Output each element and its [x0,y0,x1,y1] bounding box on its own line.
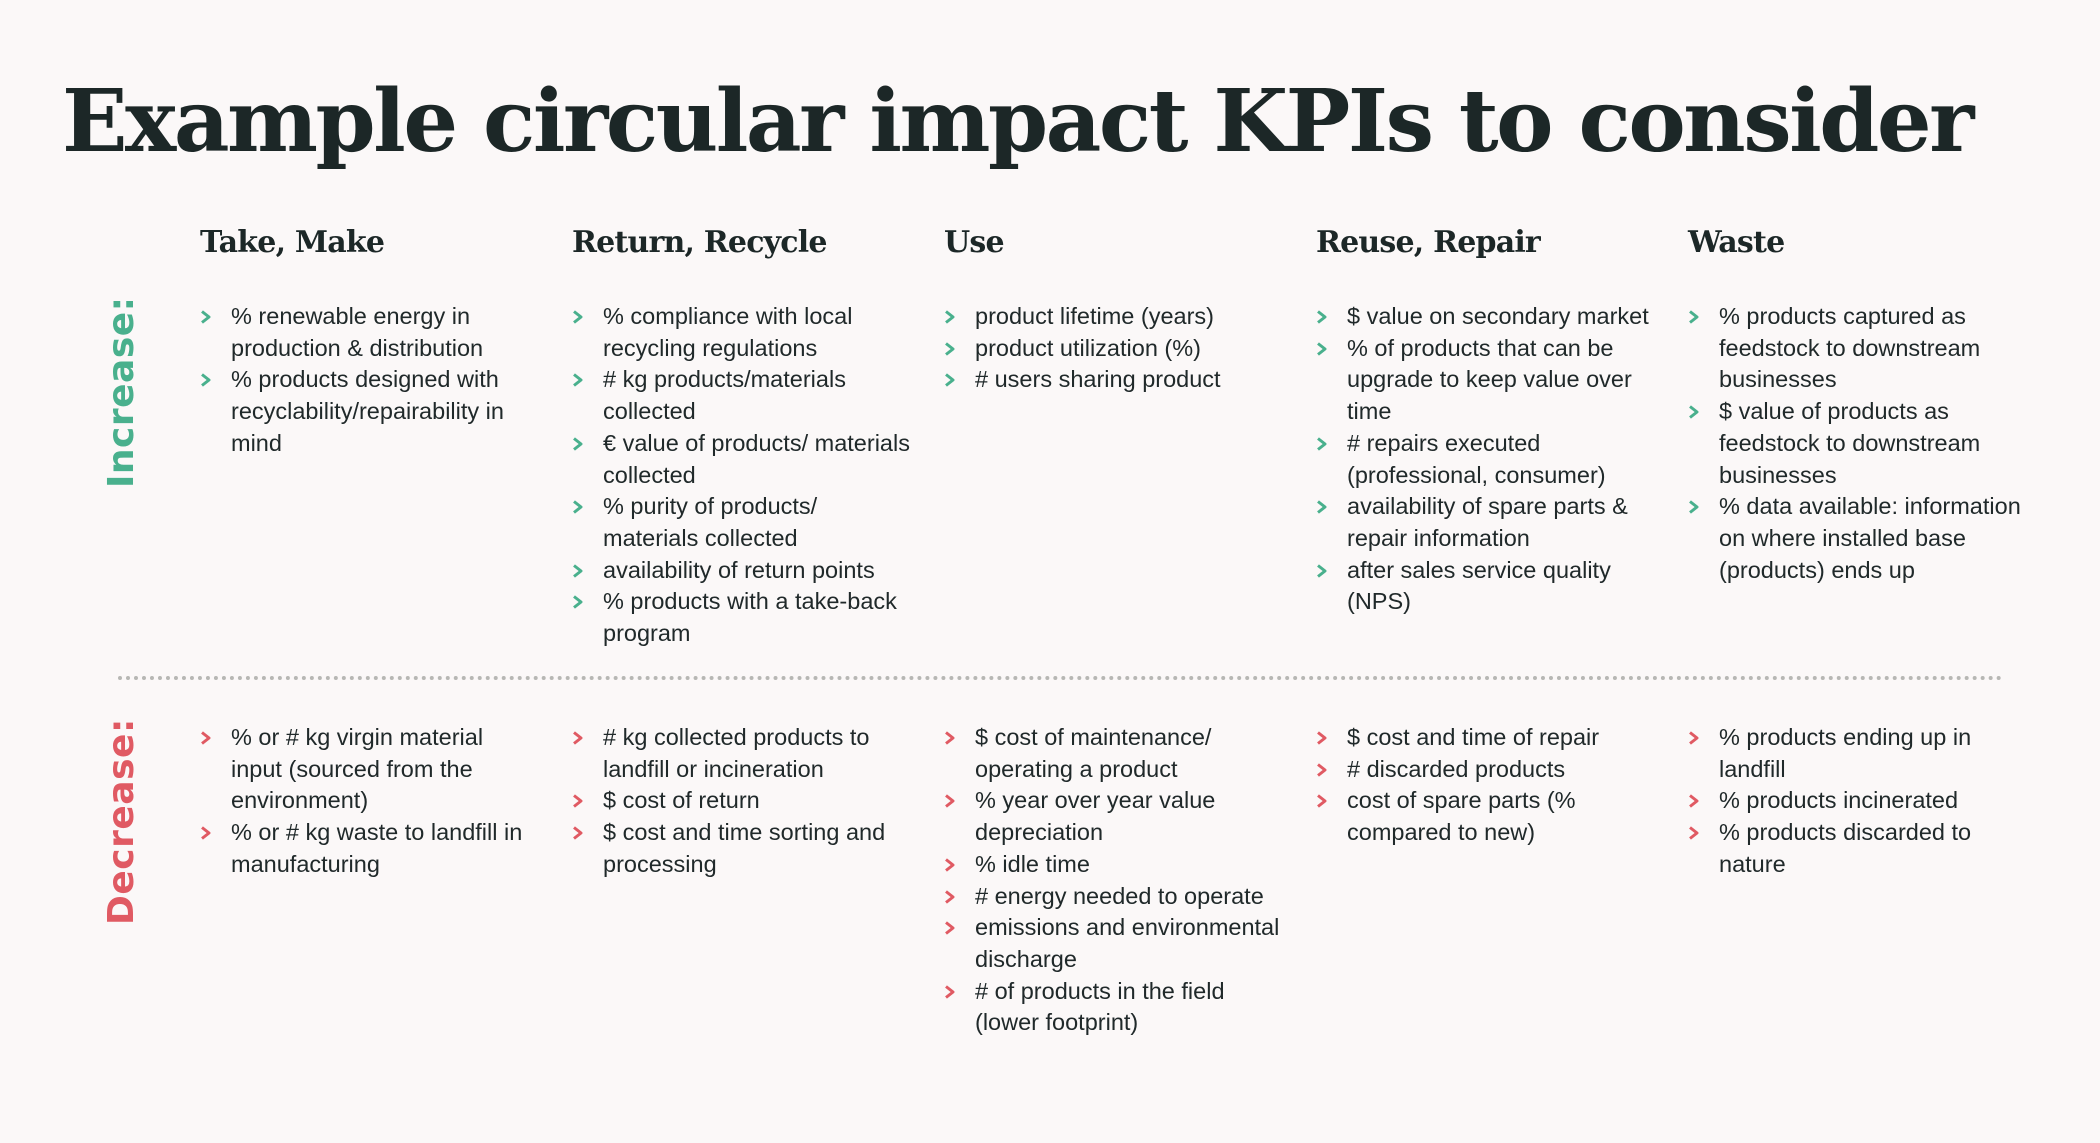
increase-kpi-list [1316,301,1656,618]
decrease-kpi-list [1316,722,1656,849]
slide-title: Example circular impact KPIs to consider [62,71,1972,172]
chevron-right-icon [200,731,212,745]
chevron-right-icon [572,794,584,808]
chevron-right-icon [1688,794,1700,808]
kpi-text: € value of products/ materials collected [603,429,910,488]
kpi-text: % products ending up in landfill [1719,724,1972,782]
chevron-right-icon [572,437,584,451]
decrease-list-take-make [200,722,540,881]
chevron-right-icon [572,826,584,840]
chevron-right-icon [1688,310,1700,324]
kpi-text: product lifetime (years) [975,303,1214,329]
chevron-right-icon [944,373,956,387]
increase-list-waste [1688,301,2028,586]
decrease-row-label: Decrease: [101,718,142,925]
increase-list-use [944,301,1284,396]
kpi-text: % idle time [975,850,1090,877]
chevron-right-icon [572,731,584,745]
kpi-text: % products designed with recyclability/repairability in mind [231,366,504,456]
kpi-text: # repairs executed (professional, consumer) [1347,429,1606,488]
kpi-text: $ cost of maintenance/ operating a product [975,724,1212,782]
kpi-text: $ cost and time sorting and processing [603,819,886,877]
increase-list-reuse-repair [1316,301,1656,618]
increase-kpi-item [572,555,912,587]
increase-kpi-item [1316,555,1656,618]
kpi-text: % purity of products/ materials collected [603,493,818,551]
kpi-text: % of products that can be upgrade to keep value over time [1347,334,1632,425]
increase-kpi-item [944,301,1284,333]
increase-kpi-item [1316,301,1656,333]
chevron-right-icon [1316,794,1328,808]
decrease-list-return-recycle [572,722,912,881]
column-header-waste: Waste [1688,225,1785,260]
chevron-right-icon [572,310,584,324]
chevron-right-icon [1688,826,1700,840]
increase-kpi-list [944,301,1284,396]
column-header-use: Use [944,225,1004,260]
kpi-text: # kg products/materials collected [603,366,846,425]
increase-list-take-make [200,301,540,460]
kpi-text: $ value of products as feedstock to downstream businesses [1719,398,1981,488]
decrease-kpi-list [572,722,912,881]
chevron-right-icon [572,595,584,609]
increase-kpi-list [200,301,540,460]
kpi-text: emissions and environmental discharge [975,914,1280,972]
chevron-right-icon [572,500,584,514]
increase-kpi-item [572,428,912,491]
decrease-kpi-list [1688,722,2028,881]
increase-list-return-recycle [572,301,912,650]
decrease-list-waste [1688,722,2028,881]
chevron-right-icon [944,985,956,999]
kpi-text: availability of spare parts & repair information [1347,493,1628,551]
kpi-text: % or # kg waste to landfill in manufacturing [231,819,523,877]
decrease-kpi-item [1316,722,1656,754]
increase-kpi-item [1316,333,1656,428]
kpi-text: % products discarded to nature [1719,819,1972,877]
decrease-kpi-item [572,722,912,785]
kpi-text: % or # kg virgin material input (sourced from the environment) [231,724,484,814]
chevron-right-icon [1688,500,1700,514]
decrease-list-reuse-repair [1316,722,1656,849]
increase-kpi-item [572,301,912,364]
chevron-right-icon [1316,342,1328,356]
kpi-text: cost of spare parts (% compared to new) [1347,787,1576,846]
kpi-text: # discarded products [1347,755,1566,782]
decrease-kpi-item [200,722,540,817]
kpi-text: % year over year value depreciation [975,787,1216,846]
chevron-right-icon [944,731,956,745]
kpi-text: % renewable energy in production & distribution [231,303,484,361]
decrease-kpi-item [944,722,1284,785]
chevron-right-icon [944,858,956,872]
increase-kpi-item [1688,491,2028,586]
decrease-kpi-item [1688,817,2028,880]
kpi-text: # users sharing product [975,366,1221,393]
chevron-right-icon [1316,731,1328,745]
column-header-reuse-repair: Reuse, Repair [1316,225,1540,260]
kpi-text: % products with a take-back program [603,588,897,647]
decrease-list-use [944,722,1284,1039]
decrease-kpi-item [1316,785,1656,848]
decrease-kpi-item [1688,785,2028,817]
kpi-text: % products captured as feedstock to downstream businesses [1719,303,1981,393]
kpi-text: # of products in the field (lower footprint) [975,977,1225,1036]
chevron-right-icon [1688,405,1700,419]
decrease-kpi-item [200,817,540,880]
increase-kpi-item [1688,396,2028,491]
increase-row-label: Increase: [101,296,142,488]
kpi-text: # energy needed to operate [975,882,1264,909]
increase-kpi-item [200,364,540,459]
kpi-text: # kg collected products to landfill or incineration [603,724,870,782]
column-header-return-recycle: Return, Recycle [572,225,827,260]
increase-kpi-item [944,364,1284,396]
chevron-right-icon [944,921,956,935]
kpi-text: $ cost and time of repair [1347,724,1600,750]
increase-kpi-list [1688,301,2028,586]
increase-kpi-item [572,364,912,427]
chevron-right-icon [1316,437,1328,451]
decrease-kpi-item [1688,722,2028,785]
chevron-right-icon [944,342,956,356]
kpi-text: $ value on secondary market [1347,303,1649,329]
kpi-text: $ cost of return [603,787,760,814]
kpi-text: % products incinerated [1719,787,1959,814]
chevron-right-icon [572,373,584,387]
chevron-right-icon [200,826,212,840]
chevron-right-icon [944,890,956,904]
decrease-kpi-item [572,785,912,817]
chevron-right-icon [200,373,212,387]
chevron-right-icon [1316,763,1328,777]
kpi-text: product utilization (%) [975,334,1201,361]
chevron-right-icon [1316,564,1328,578]
row-divider [118,676,2003,680]
chevron-right-icon [200,310,212,324]
kpi-text: after sales service quality (NPS) [1347,556,1611,615]
increase-kpi-item [944,333,1284,365]
decrease-kpi-item [944,785,1284,848]
kpi-text: availability of return points [603,556,875,583]
increase-kpi-list [572,301,912,650]
increase-kpi-item [200,301,540,364]
increase-kpi-item [572,586,912,649]
decrease-kpi-item [944,849,1284,881]
chevron-right-icon [944,794,956,808]
kpi-text: % data available: information on where installed base (products) ends up [1719,493,2021,583]
chevron-right-icon [572,564,584,578]
decrease-kpi-item [944,912,1284,975]
decrease-kpi-list [944,722,1284,1039]
increase-kpi-item [1316,428,1656,491]
column-header-take-make: Take, Make [200,225,385,260]
chevron-right-icon [1316,310,1328,324]
chevron-right-icon [944,310,956,324]
chevron-right-icon [1688,731,1700,745]
decrease-kpi-item [1316,754,1656,786]
kpi-text: % compliance with local recycling regulations [603,303,853,361]
chevron-right-icon [1316,500,1328,514]
increase-kpi-item [1316,491,1656,554]
increase-kpi-item [572,491,912,554]
decrease-kpi-item [944,881,1284,913]
decrease-kpi-item [572,817,912,880]
decrease-kpi-list [200,722,540,881]
decrease-kpi-item [944,976,1284,1039]
increase-kpi-item [1688,301,2028,396]
